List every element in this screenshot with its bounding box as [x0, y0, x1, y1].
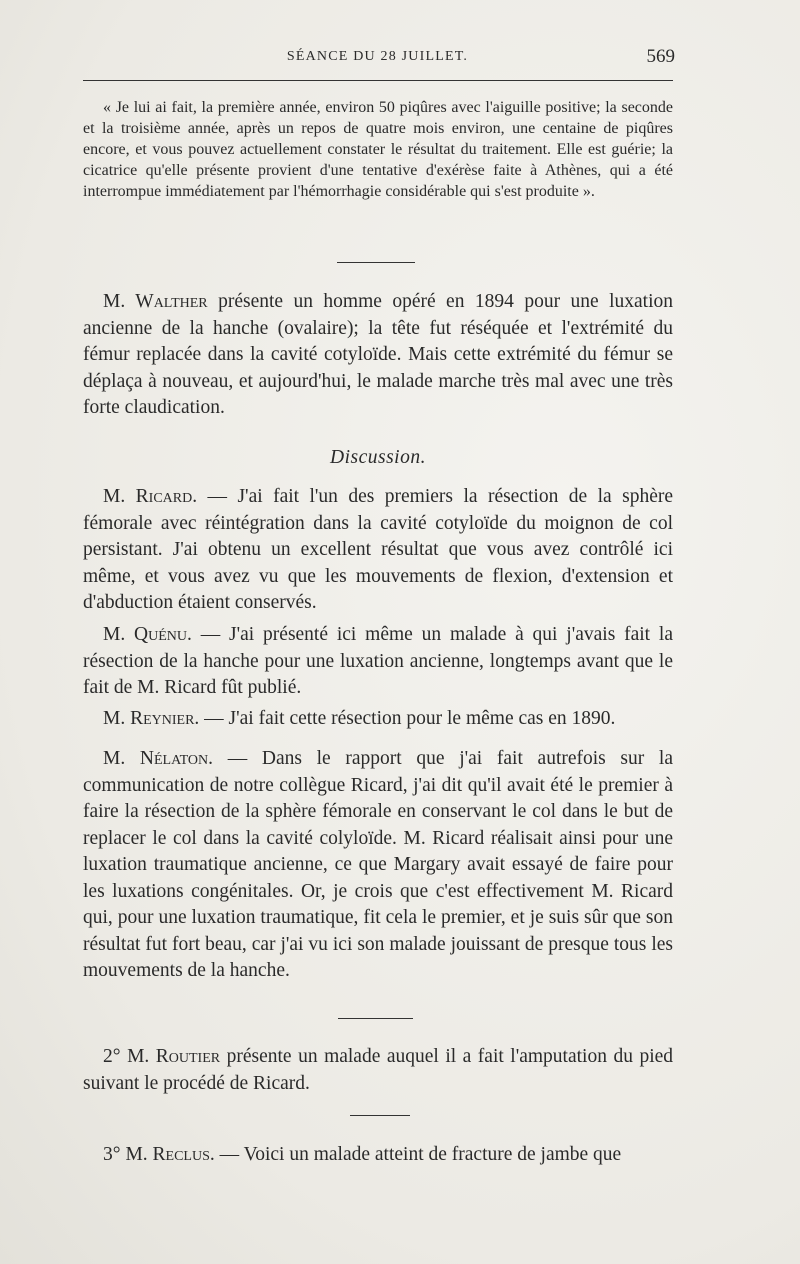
paragraph-reynier [83, 706, 673, 733]
paragraph-text: présente un malade auquel il a fait l'amputation du pied suivant le procédé de Ricard. [83, 1046, 674, 1094]
speaker-name: M. Nélaton. [103, 748, 214, 769]
paragraph-quenu [83, 622, 673, 702]
paragraph-routier [83, 1044, 673, 1097]
paragraph-nelaton [83, 746, 673, 985]
speaker-name: M. Ricard. [103, 486, 198, 507]
paragraph-text: présente un homme opéré en 1894 pour une luxation ancienne de la hanche (ovalaire); la tête fut réséquée et l'extrémité du fémur replacée dans la cavité cotyloïde. Mais cette extrémité du fémur se déplaça à nouveau, et aujourd'hui, le malade marche très mal avec une très forte claudication. [83, 291, 673, 418]
paragraph-reclus [83, 1142, 673, 1169]
header-rule [83, 80, 673, 81]
item-number: 2° [103, 1046, 121, 1067]
speaker-name: M. Routier [127, 1046, 221, 1067]
speaker-name: M. Quénu. [103, 624, 192, 645]
separator-rule [338, 1018, 413, 1019]
item-number: 3° [103, 1144, 121, 1165]
paragraph-text: — Voici un malade atteint de fracture de jambe que [219, 1144, 622, 1165]
paragraph-walther [83, 289, 673, 422]
paragraph-text: — J'ai présenté ici même un malade à qui j'avais fait la résection de la hanche pour une luxation ancienne, longtemps avant que le fait de M. Ricard fût publié. [83, 624, 673, 698]
speaker-name: M. Walther [103, 291, 208, 312]
speaker-name: M. Reynier. [103, 708, 200, 729]
paragraph-ricard [83, 484, 673, 617]
speaker-name: M. Reclus. [125, 1144, 215, 1165]
discussion-heading: Discussion. [330, 447, 426, 468]
separator-rule [350, 1115, 410, 1116]
quoted-paragraph: « Je lui ai fait, la première année, environ 50 piqûres avec l'aiguille positive; la seconde et la troisième année, après un repos de quatre mois environ, une centaine de piqûres encore, et vous pouvez actuellement constater le résultat du traitement. Elle est guérie; la cicatrice qu'elle présente provient d'une tentative d'exérèse faite à Athènes, qui a été interrompue immédiatement par l'hémorrhagie considérable qui s'est produite ». [83, 99, 673, 200]
page-number: 569 [646, 46, 675, 67]
paragraph-text: — Dans le rapport que j'ai fait autrefois sur la communication de notre collègue Ricard, j'ai dit qu'il avait été le premier à faire la résection de la sphère fémorale en conservant le col dans le but de replacer le col dans la cavité colyloïde. M. Ricard réalisait ainsi pour une luxation traumatique ancienne, ce que Margary avait essayé de faire pour les luxations congénitales. Or, je crois que c'est effectivement M. Ricard qui, pour une luxation traumatique, fit cela le premier, et je suis sûr que son résultat fut fort beau, car j'ai vu ici son malade jouissant de presque tous les mouvements de la hanche. [83, 748, 674, 981]
running-head: SÉANCE DU 28 JUILLET. [286, 49, 469, 64]
separator-rule [337, 262, 415, 263]
paragraph-text: — J'ai fait cette résection pour le même cas en 1890. [204, 708, 616, 729]
paragraph-text: — J'ai fait l'un des premiers la résection de la sphère fémorale avec réintégration dans la cavité cotyloïde du moignon de col persistant. J'ai obtenu un excellent résultat que vous avez contrôlé ici même, et vous avez vu que les mouvements de flexion, d'extension et d'abduction étaient conservés. [83, 486, 673, 613]
page-header [80, 46, 675, 72]
